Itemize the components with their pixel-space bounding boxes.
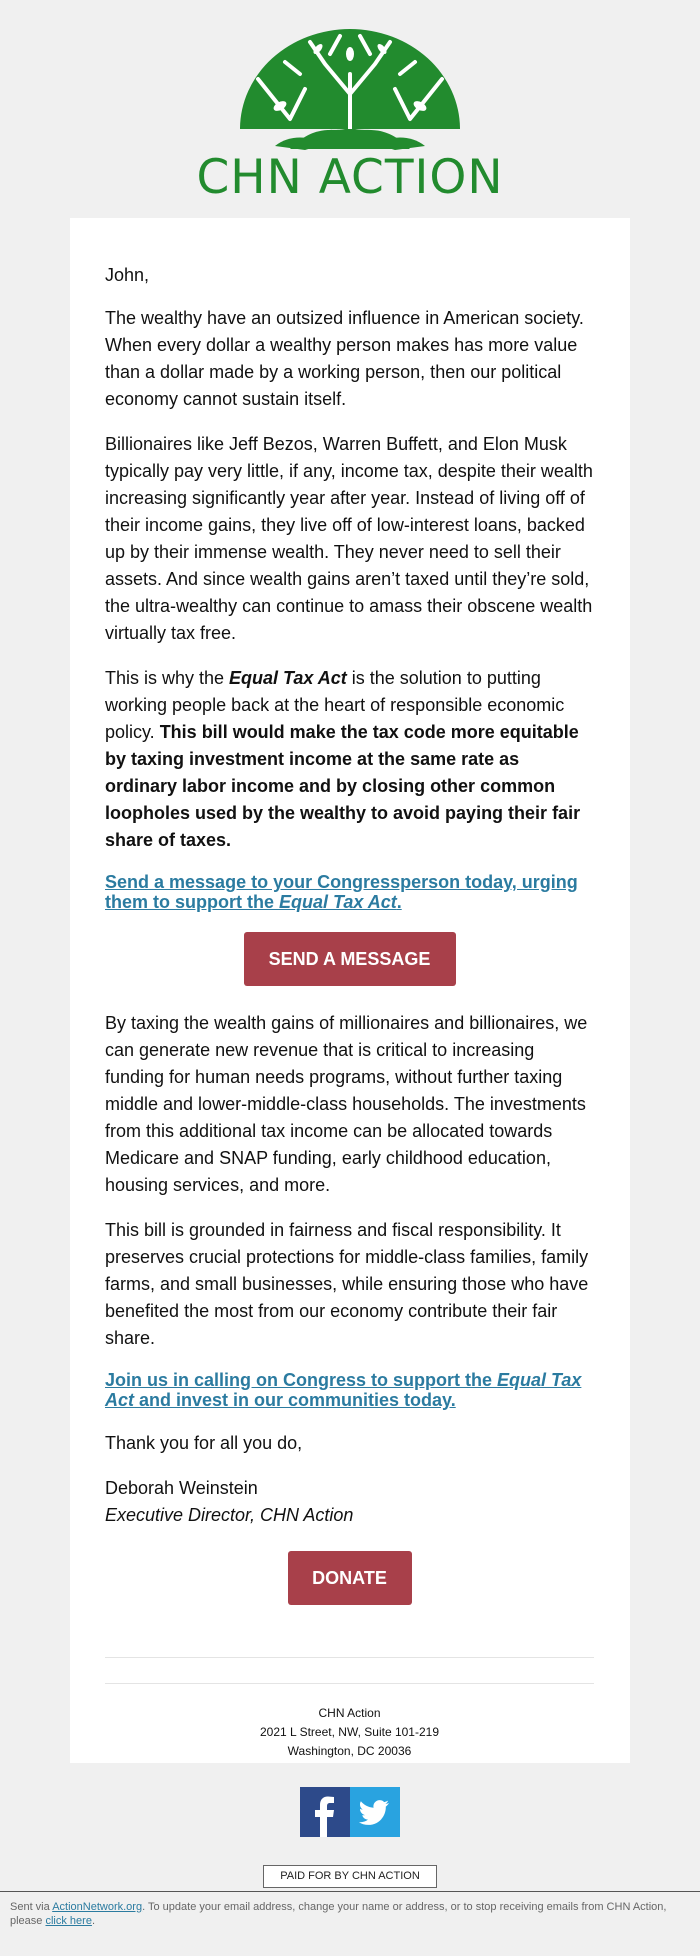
paid-for-badge: PAID FOR BY CHN ACTION — [263, 1865, 437, 1888]
link1-text-a: Send a message to your Congressperson today, urging them to support the — [105, 872, 578, 912]
twitter-button[interactable] — [350, 1787, 400, 1837]
donate-button[interactable]: DONATE — [288, 1551, 412, 1605]
signature-name: Deborah Weinstein — [105, 1478, 258, 1498]
paragraph-revenue: By taxing the wealth gains of millionaires and billionaires, we can generate new revenue that is critical to increasing funding for human needs programs, without further taxing middle and lower-middle-class households. The investments from this additional tax income can be allocated towards Medicare and SNAP funding, early childhood education, housing services, and more. — [105, 1013, 588, 1195]
footer-divider — [0, 1891, 700, 1892]
social-links — [300, 1787, 400, 1837]
footer-sent-via: Sent via — [10, 1901, 53, 1913]
email-card — [70, 218, 630, 1763]
email-footer — [10, 1900, 690, 1928]
tree-logo-icon — [230, 24, 470, 152]
mailing-address — [105, 1704, 594, 1761]
actionnetwork-link[interactable]: ActionNetwork.org — [52, 1901, 143, 1913]
p3-act-name: Equal Tax Act — [229, 668, 347, 688]
footer-end: . — [91, 1915, 96, 1927]
divider — [105, 1683, 594, 1684]
link2-text-a: Join us in calling on Congress to support the — [105, 1370, 498, 1390]
link2-act-name: Equal Tax Act — [105, 1370, 582, 1410]
send-message-link[interactable] — [105, 872, 594, 912]
paragraph-equal-tax-act — [105, 665, 594, 854]
unsubscribe-link[interactable]: click here — [45, 1915, 92, 1927]
footer-text: . To update your email address, change your name or address, or to stop receiving emails from CHN Action, please — [10, 1901, 667, 1927]
link1-act-name: Equal Tax Act — [279, 892, 397, 912]
p3-text-a: This is why the — [105, 668, 230, 688]
bird-icon — [350, 1787, 400, 1837]
facebook-icon — [300, 1787, 350, 1837]
paragraph-fairness: This bill is grounded in fairness and fiscal responsibility. It preserves crucial protections for middle-class families, family farms, and small businesses, while ensuring those who have benefited the most from our economy contribute their fair share. — [105, 1220, 589, 1348]
facebook-button[interactable] — [300, 1787, 350, 1837]
signature-title: Executive Director, CHN Action — [105, 1505, 354, 1525]
divider — [105, 1657, 594, 1658]
logo-text: CHN ACTION — [196, 150, 504, 205]
paragraph-influence: The wealthy have an outsized influence in American society. When every dollar a wealthy person makes has more value than a dollar made by a working person, then our political economy cannot sustain itself. — [105, 308, 584, 409]
address-org: CHN Action — [318, 1706, 381, 1720]
link2-text-b: and invest in our communities today. — [134, 1390, 456, 1410]
email-header — [0, 0, 700, 218]
address-city: Washington, DC 20036 — [287, 1744, 412, 1758]
join-us-link[interactable] — [105, 1370, 594, 1410]
link1-text-b: . — [396, 892, 402, 912]
address-street: 2021 L Street, NW, Suite 101-219 — [260, 1725, 439, 1739]
p3-bold-text: This bill would make the tax code more equitable by taxing investment income at the same rate as ordinary labor income and by closing other common loopholes used by the wealthy to avoid paying their fair share of taxes. — [105, 722, 581, 850]
paragraph-billionaires: Billionaires like Jeff Bezos, Warren Buffett, and Elon Musk typically pay very little, if any, income tax, despite their wealth increasing significantly year after year. Instead of living off of their income gains, they live off of low-interest loans, backed up by their immense wealth. They never need to sell their assets. And since wealth gains aren’t taxed until they’re sold, the ultra-wealthy can continue to amass their obscene wealth virtually tax free. — [105, 434, 593, 643]
greeting: John, — [105, 265, 150, 285]
send-message-button[interactable]: SEND A MESSAGE — [244, 932, 456, 986]
thanks-text: Thank you for all you do, — [105, 1433, 303, 1453]
p3-text-b: is the solution to putting working people back at the heart of responsible economic policy. — [105, 668, 565, 742]
